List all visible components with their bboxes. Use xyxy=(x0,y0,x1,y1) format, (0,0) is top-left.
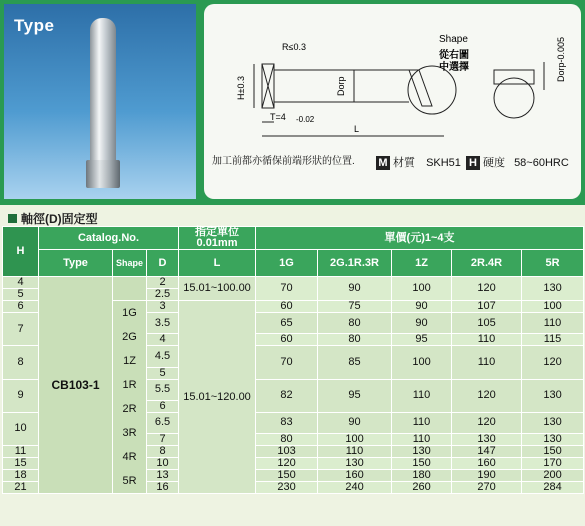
price-cell: 260 xyxy=(392,482,452,494)
price-cell: 110 xyxy=(392,379,452,412)
d-cell: 2.5 xyxy=(147,289,179,301)
price-cell: 103 xyxy=(256,446,318,458)
price-cell: 100 xyxy=(392,346,452,379)
header-unit: 指定單位0.01mm xyxy=(179,227,256,250)
price-cell: 60 xyxy=(256,334,318,346)
radius-label: R≤0.3 xyxy=(282,42,306,52)
header-panel xyxy=(0,0,585,205)
l-cell: 15.01~100.00 xyxy=(179,277,256,301)
price-cell: 100 xyxy=(522,301,584,313)
header-type: Type xyxy=(39,250,113,277)
h-dimension-label: H±0.3 xyxy=(236,76,246,100)
section-title xyxy=(8,210,98,227)
d-cell: 7 xyxy=(147,434,179,446)
price-cell: 100 xyxy=(318,434,392,446)
price-cell: 75 xyxy=(318,301,392,313)
d-cell: 4.5 xyxy=(147,346,179,367)
price-table xyxy=(2,226,584,494)
header-col-2r: 2R.4R xyxy=(452,250,522,277)
section-bullet-icon xyxy=(8,214,17,223)
shape-item: 2R xyxy=(122,403,137,415)
price-cell: 70 xyxy=(256,277,318,301)
price-cell: 115 xyxy=(522,334,584,346)
ejector-pin-image xyxy=(90,18,116,168)
price-cell: 130 xyxy=(522,434,584,446)
d-cell: 8 xyxy=(147,446,179,458)
price-cell: 190 xyxy=(452,470,522,482)
price-cell: 65 xyxy=(256,313,318,334)
hardness-value: 58~60HRC xyxy=(514,157,569,169)
price-cell: 105 xyxy=(452,313,522,334)
shape-item: 1G xyxy=(122,307,137,319)
d-cell: 2 xyxy=(147,277,179,289)
d-cell: 13 xyxy=(147,470,179,482)
h-cell: 8 xyxy=(3,346,39,379)
price-cell: 130 xyxy=(522,379,584,412)
header-shape: Shape xyxy=(113,250,147,277)
shape-item: 2G xyxy=(122,331,137,343)
price-cell: 90 xyxy=(318,412,392,433)
price-cell: 180 xyxy=(392,470,452,482)
price-cell: 120 xyxy=(256,458,318,470)
shape-item: 4R xyxy=(122,451,137,463)
price-cell: 100 xyxy=(392,277,452,301)
price-cell: 90 xyxy=(318,277,392,301)
l-label: L xyxy=(354,124,360,134)
price-cell: 150 xyxy=(522,446,584,458)
drawing-caption: 加工前都亦循保前端形狀的位置. xyxy=(212,156,355,167)
detail-circle xyxy=(408,66,456,114)
price-cell: 230 xyxy=(256,482,318,494)
h-cell: 6 xyxy=(3,301,39,313)
price-cell: 110 xyxy=(392,434,452,446)
price-cell: 80 xyxy=(256,434,318,446)
price-cell: 284 xyxy=(522,482,584,494)
price-cell: 82 xyxy=(256,379,318,412)
d-cell: 3.5 xyxy=(147,313,179,334)
h-cell: 5 xyxy=(3,289,39,301)
product-photo xyxy=(4,4,196,199)
h-cell: 10 xyxy=(3,412,39,445)
price-cell: 120 xyxy=(452,277,522,301)
price-cell: 160 xyxy=(318,470,392,482)
header-col-1z: 1Z xyxy=(392,250,452,277)
price-cell: 150 xyxy=(392,458,452,470)
shape-options-label-2: 中選擇 xyxy=(439,62,469,73)
price-cell: 95 xyxy=(392,334,452,346)
price-cell: 130 xyxy=(522,277,584,301)
shape-item: 1R xyxy=(122,379,137,391)
photo-title: Type xyxy=(14,16,55,35)
price-cell: 80 xyxy=(318,334,392,346)
ejector-pin-head xyxy=(86,160,120,188)
h-cell: 21 xyxy=(3,482,39,494)
shape-list xyxy=(113,301,147,494)
header-h: H xyxy=(3,227,39,277)
h-cell: 9 xyxy=(3,379,39,412)
price-cell: 85 xyxy=(318,346,392,379)
price-cell: 90 xyxy=(392,301,452,313)
d-cell: 3 xyxy=(147,301,179,313)
dorp-tolerance-label: Dorp-0.005 xyxy=(556,36,566,82)
d-cell: 5.5 xyxy=(147,379,179,400)
material-spec xyxy=(376,154,461,170)
d-cell: 5 xyxy=(147,367,179,379)
price-cell: 120 xyxy=(452,412,522,433)
technical-drawing xyxy=(204,4,581,199)
material-icon: M xyxy=(376,156,390,170)
price-cell: 270 xyxy=(452,482,522,494)
shape-item: 5R xyxy=(122,475,137,487)
material-label: 材質 xyxy=(393,157,415,169)
shape-item: 3R xyxy=(122,427,137,439)
table-row xyxy=(3,277,584,289)
price-cell: 130 xyxy=(522,412,584,433)
d-cell: 4 xyxy=(147,334,179,346)
h-cell: 18 xyxy=(3,470,39,482)
price-cell: 120 xyxy=(452,379,522,412)
header-l: L xyxy=(179,250,256,277)
price-cell: 110 xyxy=(318,446,392,458)
header-col-2g: 2G.1R.3R xyxy=(318,250,392,277)
price-cell: 150 xyxy=(256,470,318,482)
price-cell: 90 xyxy=(392,313,452,334)
t-tolerance: -0.02 xyxy=(296,115,315,124)
header-price: 單價(元)1~4支 xyxy=(256,227,584,250)
type-cell: CB103-1 xyxy=(39,277,113,494)
price-cell: 110 xyxy=(522,313,584,334)
dorp-label: Dorp xyxy=(336,76,346,96)
price-cell: 110 xyxy=(452,346,522,379)
d-cell: 6.5 xyxy=(147,412,179,433)
price-cell: 130 xyxy=(452,434,522,446)
price-cell: 120 xyxy=(522,346,584,379)
price-cell: 130 xyxy=(318,458,392,470)
h-cell: 7 xyxy=(3,313,39,346)
price-cell: 110 xyxy=(392,412,452,433)
material-value: SKH51 xyxy=(426,157,461,169)
price-cell: 83 xyxy=(256,412,318,433)
hardness-label: 硬度 xyxy=(483,157,505,169)
price-cell: 170 xyxy=(522,458,584,470)
price-cell: 110 xyxy=(452,334,522,346)
d-cell: 6 xyxy=(147,400,179,412)
hardness-icon: H xyxy=(466,156,480,170)
shape-options-label: 從右圖 xyxy=(439,50,469,61)
header-col-1g: 1G xyxy=(256,250,318,277)
price-table-body xyxy=(3,277,584,494)
shape-item: 1Z xyxy=(123,355,136,367)
d-cell: 10 xyxy=(147,458,179,470)
d-cell: 16 xyxy=(147,482,179,494)
header-d: D xyxy=(147,250,179,277)
price-cell: 240 xyxy=(318,482,392,494)
h-cell: 4 xyxy=(3,277,39,289)
price-cell: 160 xyxy=(452,458,522,470)
shape-spacer xyxy=(113,277,147,301)
h-cell: 11 xyxy=(3,446,39,458)
header-catalog: Catalog.No. xyxy=(39,227,179,250)
price-cell: 130 xyxy=(392,446,452,458)
hardness-spec xyxy=(466,154,569,170)
section-title-text: 軸徑(D)固定型 xyxy=(21,212,98,226)
shape-label: Shape xyxy=(439,34,468,45)
price-cell: 107 xyxy=(452,301,522,313)
price-cell: 200 xyxy=(522,470,584,482)
price-cell: 80 xyxy=(318,313,392,334)
price-cell: 95 xyxy=(318,379,392,412)
t-label: T=4 xyxy=(270,112,286,122)
h-cell: 15 xyxy=(3,458,39,470)
header-col-5r: 5R xyxy=(522,250,584,277)
l-cell: 15.01~120.00 xyxy=(179,301,256,494)
price-cell: 70 xyxy=(256,346,318,379)
price-cell: 60 xyxy=(256,301,318,313)
price-cell: 147 xyxy=(452,446,522,458)
